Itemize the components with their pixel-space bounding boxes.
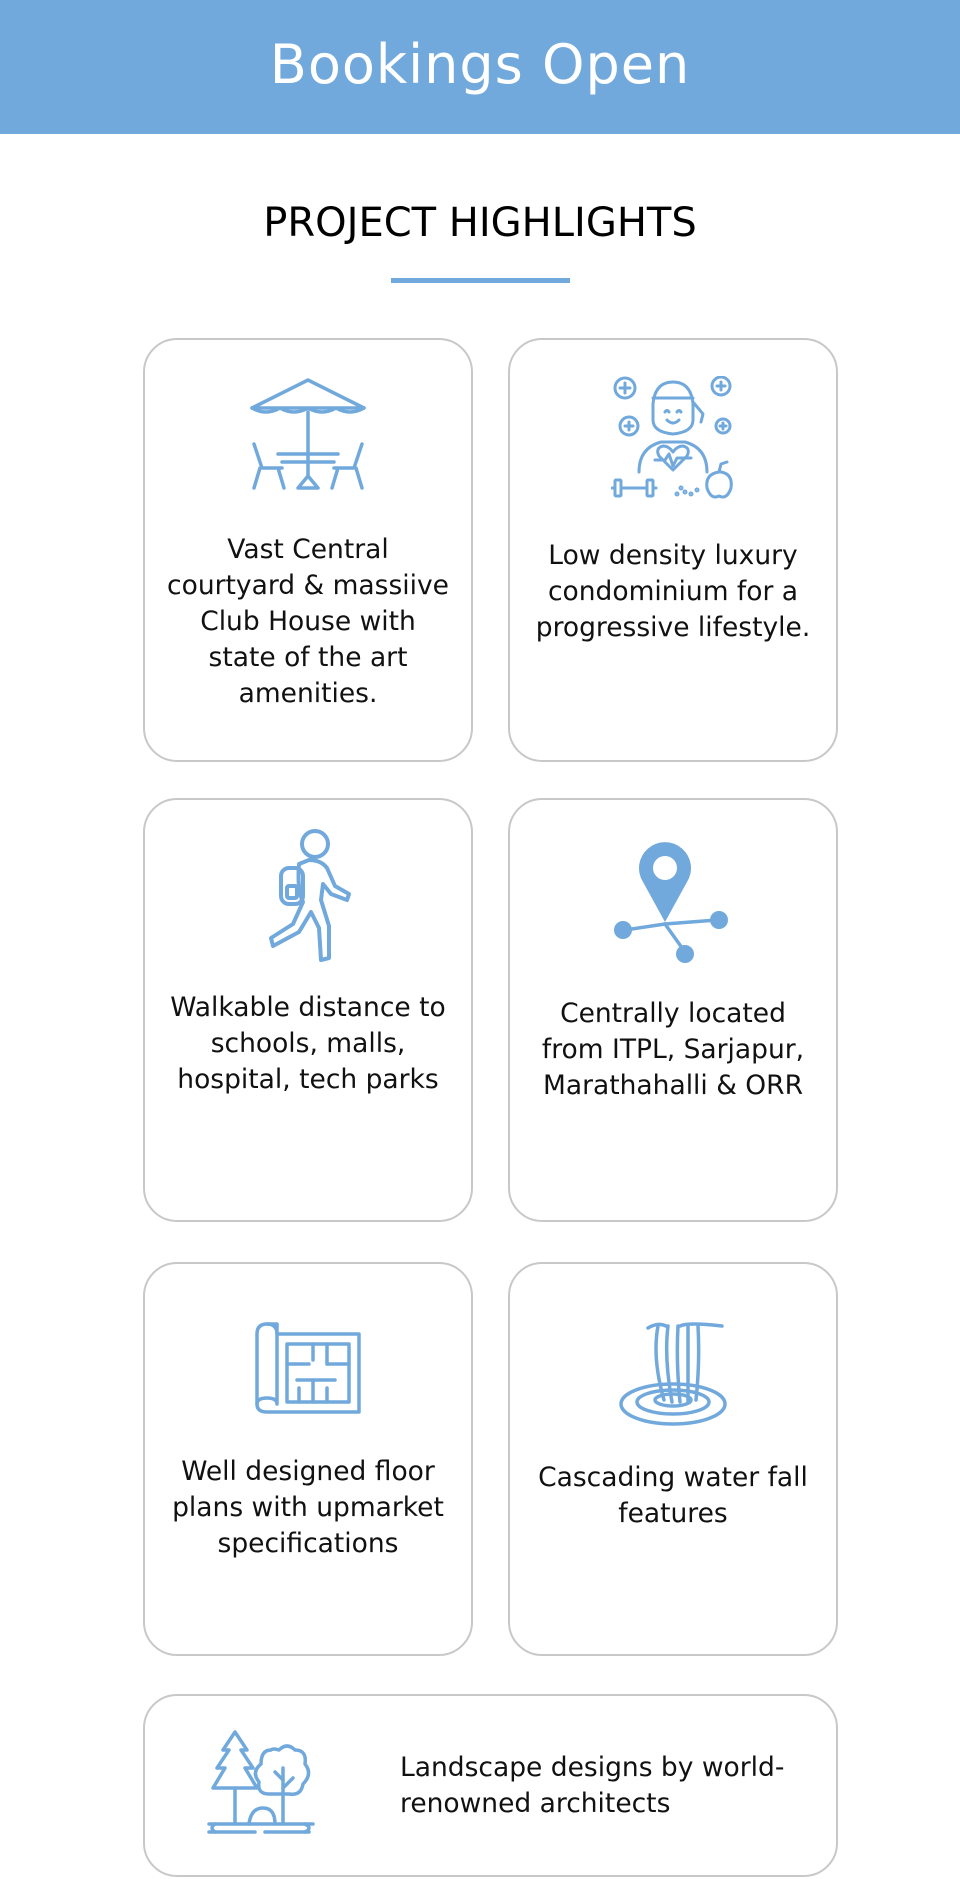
patio-umbrella-table-icon	[145, 376, 471, 496]
floor-plan-blueprint-icon	[145, 1320, 471, 1416]
hiker-walking-icon	[145, 828, 471, 964]
highlight-text: Landscape designs by world-renowned architects	[400, 1752, 785, 1819]
highlight-text: Walkable distance to schools, malls, hospital, tech parks	[170, 992, 446, 1095]
landscape-trees-icon	[205, 1728, 315, 1838]
highlight-card-floor-plans	[143, 1262, 473, 1656]
highlight-text: Cascading water fall features	[538, 1462, 808, 1529]
highlight-text: Centrally located from ITPL, Sarjapur, Marathahalli & ORR	[541, 998, 805, 1101]
highlight-text: Vast Central courtyard & massiive Club House with state of the art amenities.	[167, 534, 449, 709]
section-title: PROJECT HIGHLIGHTS	[263, 200, 697, 246]
title-underline	[391, 278, 570, 283]
waterfall-icon	[510, 1318, 836, 1428]
highlight-card-location	[508, 798, 838, 1222]
highlight-card-courtyard	[143, 338, 473, 762]
highlight-card-waterfall	[508, 1262, 838, 1656]
fitness-wellness-icon	[510, 376, 836, 500]
highlight-card-landscape	[143, 1694, 838, 1877]
highlight-card-condominium	[508, 338, 838, 762]
banner-title: Bookings Open	[269, 32, 691, 96]
location-network-icon	[510, 840, 836, 964]
highlight-text: Low density luxury condominium for a progressive lifestyle.	[535, 540, 811, 643]
highlight-text: Well designed floor plans with upmarket specifications	[172, 1456, 444, 1559]
bookings-banner[interactable]	[0, 0, 960, 134]
highlight-card-walkable	[143, 798, 473, 1222]
